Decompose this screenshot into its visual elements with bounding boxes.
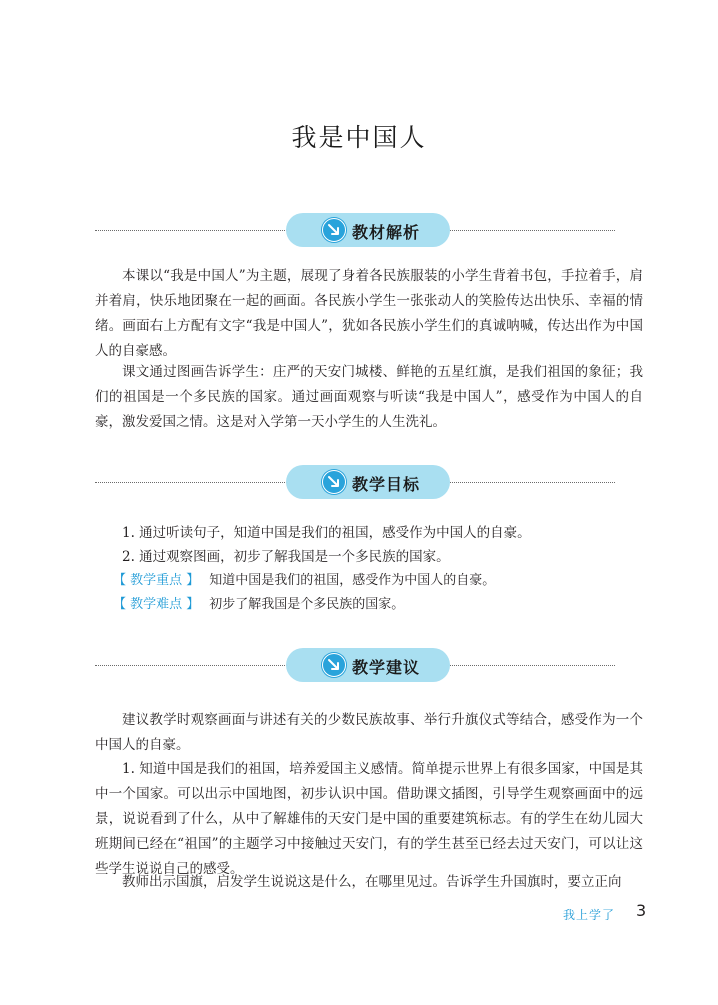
key-point-tag: 【 教学重点 】 bbox=[113, 573, 200, 588]
section-pill bbox=[286, 648, 450, 682]
section-pill bbox=[286, 213, 450, 247]
difficult-point-text: 初步了解我国是个多民族的国家。 bbox=[209, 597, 405, 612]
section-label: 教学建议 bbox=[352, 658, 421, 677]
page-title: 我是中国人 bbox=[291, 123, 427, 152]
arrow-circle-icon bbox=[322, 218, 346, 242]
section-pill bbox=[286, 465, 450, 499]
paragraph: 课文通过图画告诉学生：庄严的天安门城楼、鲜艳的五星红旗，是我们祖国的象征；我们的祖国是一个多民族的国家。通过画面观察与听读“我是中国人”，感受作为中国人的自豪，激发爱国之情。这是对入学第一天小学生的人生洗礼。 bbox=[95, 364, 643, 430]
running-footer: 我上学了 bbox=[563, 908, 616, 922]
arrow-circle-icon bbox=[322, 470, 346, 494]
key-point-text: 知道中国是我们的祖国，感受作为中国人的自豪。 bbox=[209, 573, 496, 588]
difficult-point bbox=[113, 594, 404, 616]
paragraph: 教师出示国旗，启发学生说说这是什么，在哪里见过。告诉学生升国旗时，要立正向 bbox=[122, 874, 622, 890]
page-number: 3 bbox=[636, 901, 647, 920]
key-point bbox=[113, 570, 495, 592]
section-label: 教材解析 bbox=[352, 223, 421, 242]
paragraph: 建议教学时观察画面与讲述有关的少数民族故事、举行升旗仪式等结合，感受作为一个中国人的自豪。 bbox=[95, 712, 643, 753]
section-label: 教学目标 bbox=[352, 475, 421, 494]
section-header-suggestions bbox=[95, 648, 615, 684]
section-header-goals bbox=[95, 465, 615, 501]
goal-item: 2. 通过观察图画，初步了解我国是一个多民族的国家。 bbox=[122, 549, 450, 565]
paragraph: 本课以“我是中国人”为主题，展现了身着各民族服装的小学生背着书包，手拉着手，肩并着肩，快乐地团聚在一起的画面。各民族小学生一张张动人的笑脸传达出快乐、幸福的情绪。画面右上方配有文字“我是中国人”，犹如各民族小学生们的真诚呐喊，传达出作为中国人的自豪感。 bbox=[95, 268, 643, 359]
difficult-point-tag: 【 教学难点 】 bbox=[113, 597, 200, 612]
paragraph: 1. 知道中国是我们的祖国，培养爱国主义感情。简单提示世界上有很多国家，中国是其中一个国家。可以出示中国地图，初步认识中国。借助课文插图，引导学生观察画面中的远景，说说看到了什么，从中了解雄伟的天安门是中国的重要建筑标志。有的学生在幼儿园大班期间已经在“祖国”的主题学习中接触过天安门，有的学生甚至已经去过天安门，可以让这些学生说说自己的感受。 bbox=[95, 761, 643, 877]
goal-item: 1. 通过听读句子，知道中国是我们的祖国，感受作为中国人的自豪。 bbox=[122, 525, 531, 541]
section-header-analysis bbox=[95, 213, 615, 249]
arrow-circle-icon bbox=[322, 653, 346, 677]
